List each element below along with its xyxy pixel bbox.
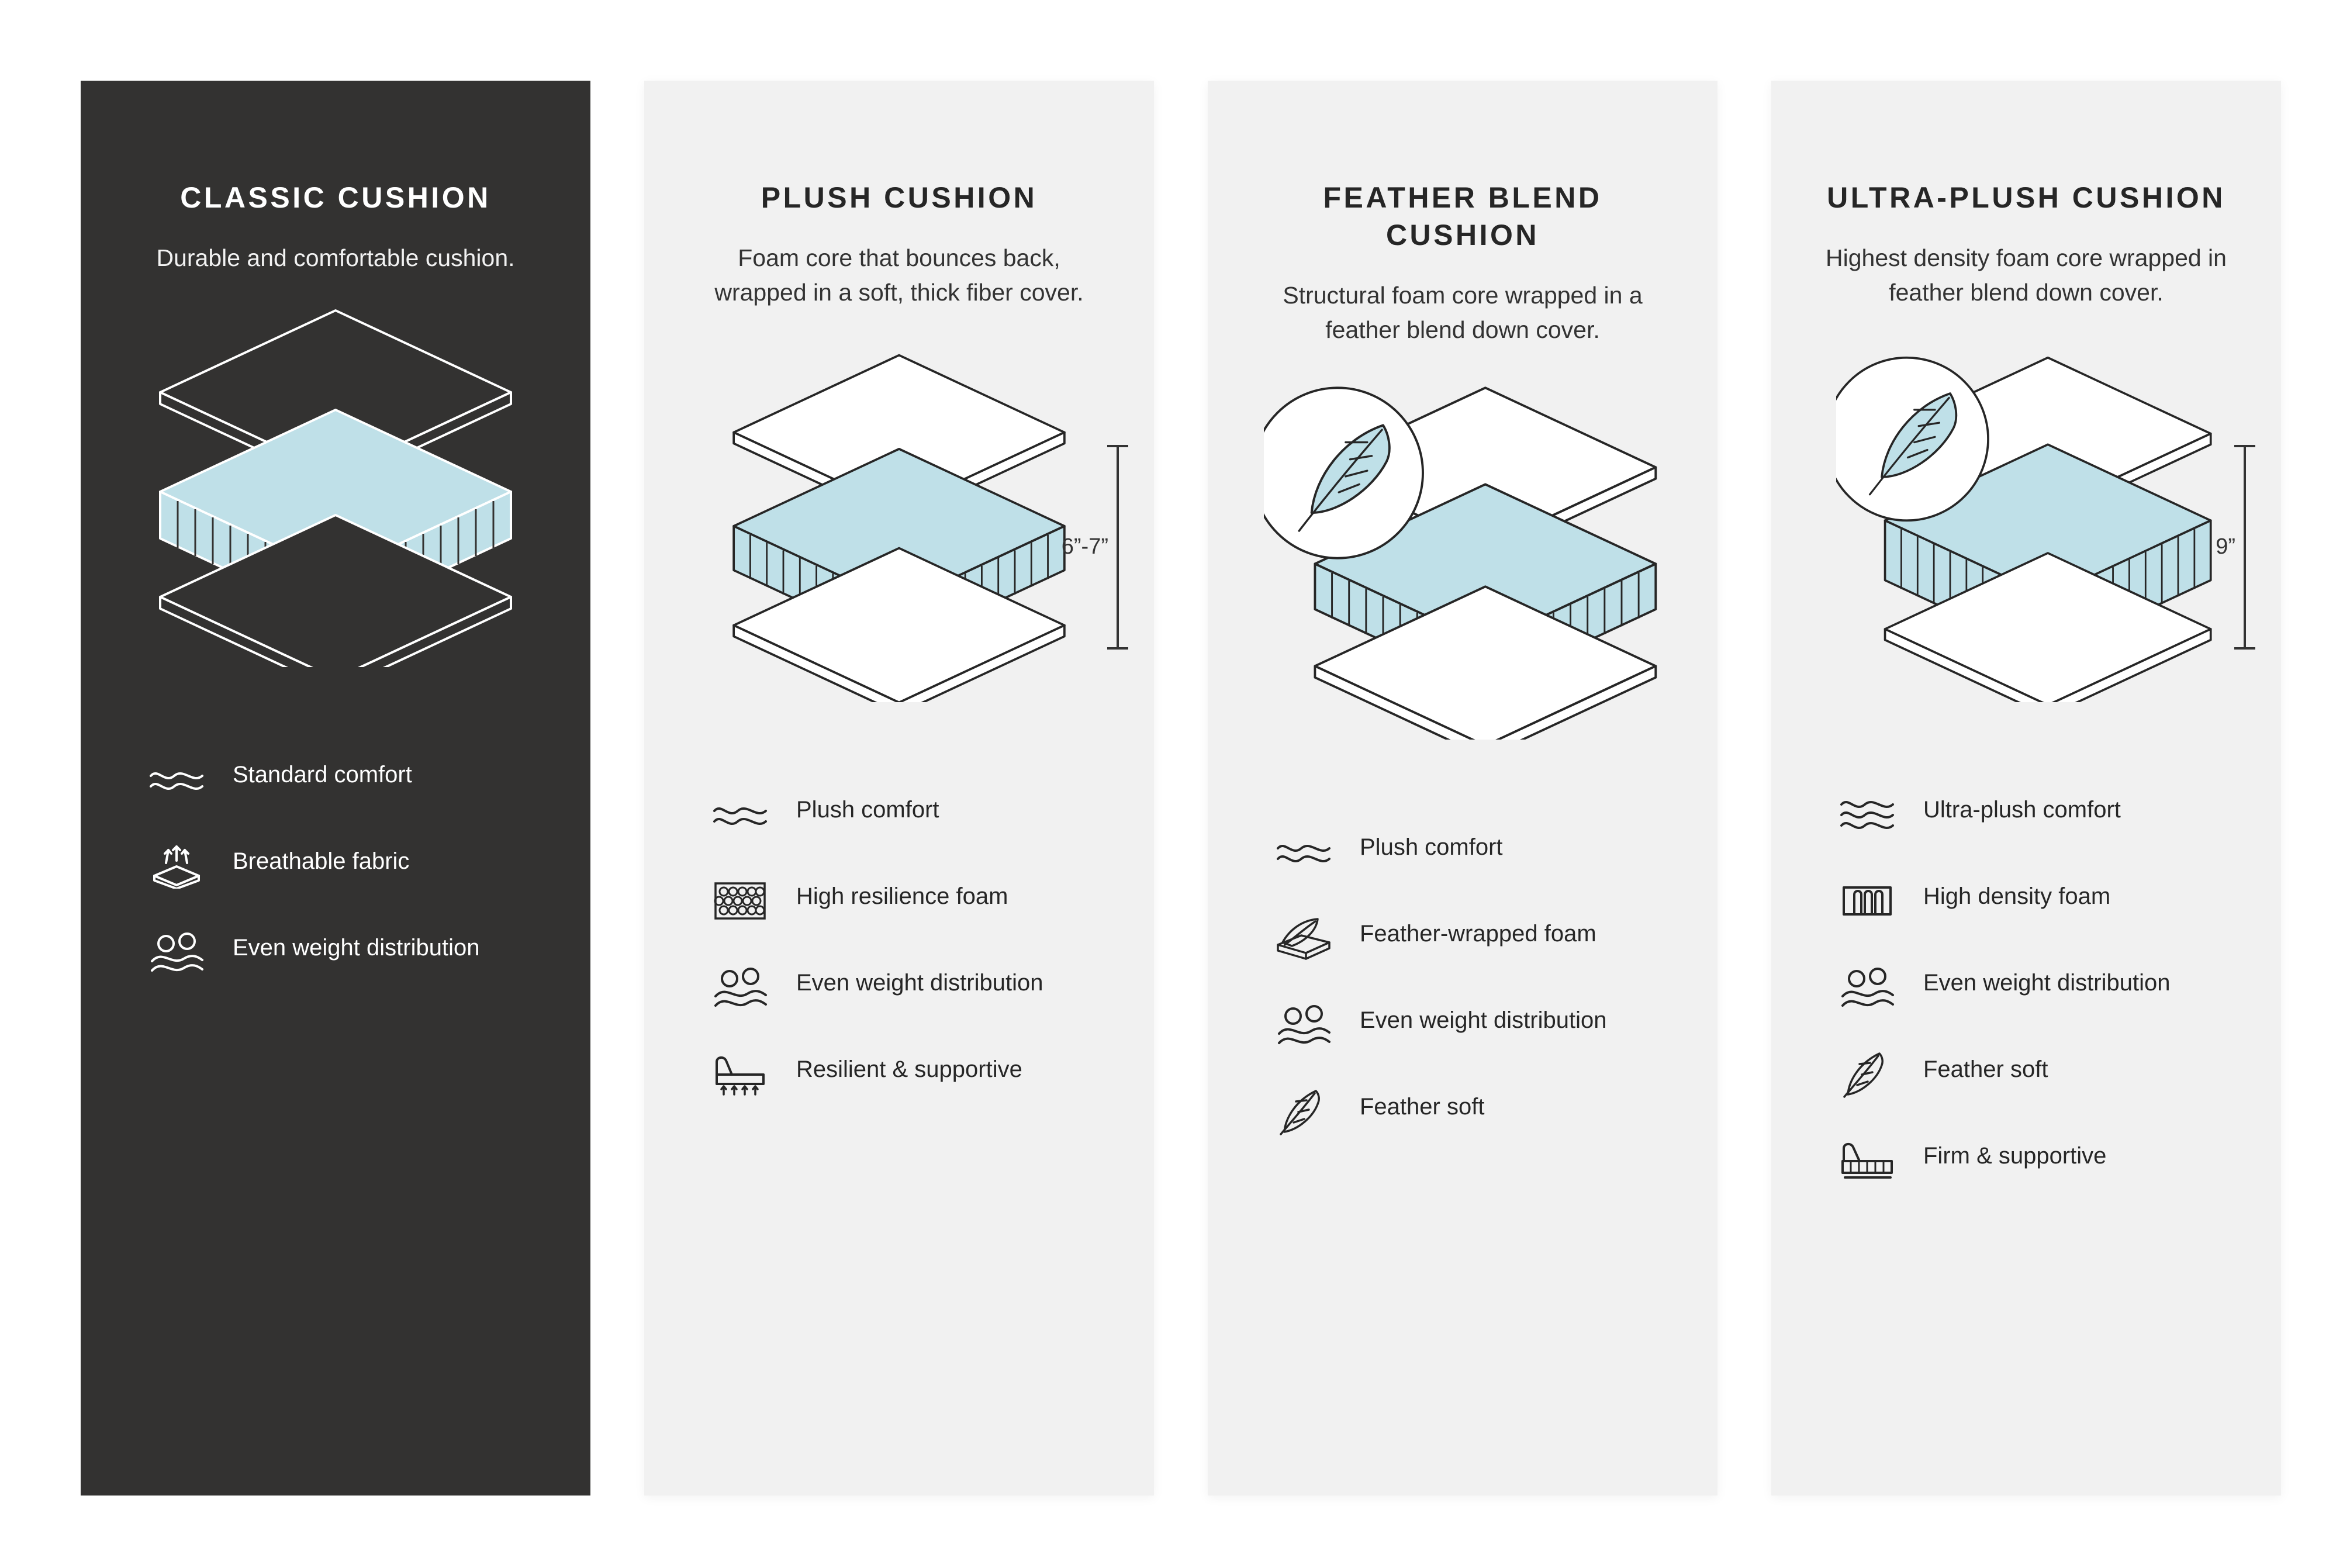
wave-comfort-icon [146, 749, 207, 810]
feature-label: Ultra-plush comfort [1923, 796, 2121, 823]
feature-item [1273, 1081, 1673, 1142]
thickness-dimension [1062, 445, 1119, 650]
dimension-label: 9” [2216, 534, 2235, 559]
feature-item [710, 1044, 1110, 1104]
feature-item [146, 922, 546, 983]
feature-label: Feather soft [1923, 1056, 2048, 1082]
feather-icon [1273, 1081, 1334, 1142]
card-title: ULTRA-PLUSH CUSHION [1827, 181, 2225, 214]
feather-icon [1837, 1044, 1898, 1104]
feature-label: Feather-wrapped foam [1360, 920, 1596, 947]
cushion-card-plush[interactable] [644, 81, 1154, 1496]
resilient-support-icon [710, 1044, 770, 1104]
feature-item [146, 749, 546, 810]
feature-item [1837, 957, 2237, 1018]
feature-label: Firm & supportive [1923, 1142, 2107, 1169]
cushion-card-feather-blend[interactable] [1208, 81, 1717, 1496]
cushion-diagram-svg [706, 328, 1092, 702]
even-weight-distribution-icon [1837, 957, 1898, 1018]
feature-list [1208, 821, 1717, 1142]
card-description: Foam core that bounces back, wrapped in a soft, thick fiber cover. [714, 244, 1084, 306]
card-description: Durable and comfortable cushion. [156, 244, 515, 271]
feature-label: Plush comfort [796, 796, 939, 823]
feature-label: Even weight distribution [233, 935, 480, 961]
feature-label: High resilience foam [796, 883, 1008, 909]
cushion-card-ultra-plush[interactable] [1771, 81, 2281, 1496]
feature-item [1273, 908, 1673, 969]
feature-list [644, 784, 1154, 1104]
feature-item [1273, 994, 1673, 1055]
dimension-bar [2244, 445, 2246, 650]
cushion-card-classic[interactable] [81, 81, 590, 1496]
feature-label: Even weight distribution [796, 969, 1043, 996]
feature-item [1837, 784, 2237, 845]
card-description: Highest density foam core wrapped in feather blend down cover. [1826, 244, 2227, 306]
feature-item [1837, 871, 2237, 931]
feature-label: Resilient & supportive [796, 1056, 1022, 1082]
feature-label: Breathable fabric [233, 848, 410, 875]
feature-item [710, 871, 1110, 931]
card-title: PLUSH CUSHION [761, 181, 1038, 214]
feather-wrapped-foam-icon [1273, 908, 1334, 969]
dimension-label: 6”-7” [1061, 534, 1108, 559]
triple-wave-comfort-icon [1837, 784, 1898, 845]
feature-label: Even weight distribution [1923, 969, 2171, 996]
feather-badge-icon [1264, 388, 1423, 558]
feature-label: Plush comfort [1360, 834, 1503, 860]
high-density-foam-icon [1837, 871, 1898, 931]
feature-label: Standard comfort [233, 762, 412, 788]
feature-list [1771, 784, 2281, 1191]
even-weight-distribution-icon [710, 957, 770, 1018]
feature-item [1837, 1044, 2237, 1104]
breathable-fabric-icon [146, 835, 207, 896]
honeycomb-foam-icon [710, 871, 770, 931]
exploded-cushion-illustration [1208, 365, 1717, 798]
card-description: Structural foam core wrapped in a feather blend down cover. [1283, 282, 1643, 344]
feather-badge-icon [1836, 358, 1988, 521]
card-title: FEATHER BLEND CUSHION [1323, 181, 1602, 251]
exploded-cushion-illustration [81, 293, 590, 726]
wave-comfort-icon [1273, 821, 1334, 882]
card-title: CLASSIC CUSHION [180, 181, 491, 214]
firm-support-icon [1837, 1130, 1898, 1191]
even-weight-distribution-icon [146, 922, 207, 983]
wave-comfort-icon [710, 784, 770, 845]
feature-item [1273, 821, 1673, 882]
cushion-diagram-svg [1836, 328, 2216, 702]
dimension-bar [1117, 445, 1119, 650]
feature-list [81, 749, 590, 983]
cushion-diagram-svg [131, 293, 540, 667]
feature-item [710, 957, 1110, 1018]
exploded-cushion-illustration [1771, 328, 2281, 761]
feature-item [710, 784, 1110, 845]
cushion-diagram-svg [1264, 365, 1661, 740]
feature-label: Feather soft [1360, 1093, 1485, 1120]
feature-label: High density foam [1923, 883, 2111, 909]
even-weight-distribution-icon [1273, 994, 1334, 1055]
feature-item [1837, 1130, 2237, 1191]
feature-item [146, 835, 546, 896]
thickness-dimension [2216, 445, 2246, 650]
feature-label: Even weight distribution [1360, 1007, 1607, 1033]
exploded-cushion-illustration [644, 328, 1154, 761]
